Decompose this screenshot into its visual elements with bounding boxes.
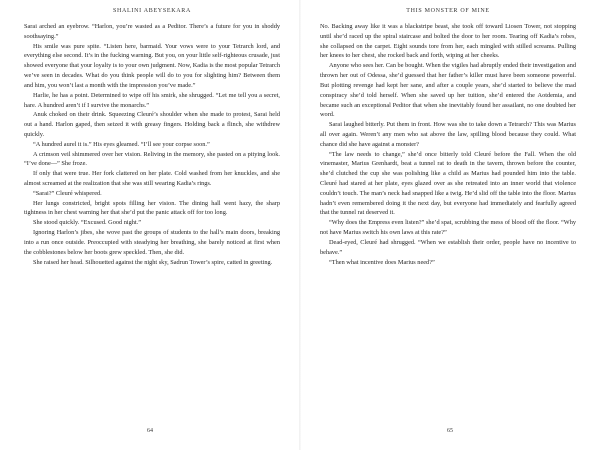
paragraph: Her lungs constricted, bright spots filling her vision. The dining hall went hazy, the sharp tightness in her chest warning her that she’d put the panic attack off for too long. [24, 199, 280, 217]
paragraph: She raised her head. Silhouetted against the night sky, Sadrun Tower’s spire, catted in greeting. [33, 258, 273, 266]
right-page-body [320, 22, 576, 267]
paragraph: Dead-eyed, Cleuré had shrugged. “When we establish their order, people have no incentive to behave.” [320, 238, 576, 256]
paragraph: No. Backing away like it was a blackstripe beast, she took off toward Liosen Tower, not stopping until she’d raced up the spiral staircase and bolted the door to her room. Tearing off Kadia’s robes, she collapsed on the carpet. Eight sounds tore from her, each mingled with stilled screams. Pulling her knees to her chest, she rocked back and forth, wiping at her cheeks. [320, 23, 576, 60]
running-head-title: THIS MONSTER OF MINE [406, 8, 490, 14]
paragraph: “A hundred aurel it is.” His eyes gleamed. “I’ll see your corpse soon.” [33, 140, 210, 148]
running-head-author: SHALINI ABEYSEKARA [112, 8, 192, 14]
paragraph: Harlie, he has a point. Determined to wipe off his smirk, she shrugged. “Let me tell you a secret, hare. A hundred aren’t if I survive the monarchs.” [24, 91, 280, 109]
page-number-left: 64 [147, 428, 153, 434]
right-page [300, 0, 600, 450]
paragraph: Ignoring Harlon’s jibes, she wove past the groups of students to the hall’s main doors, breaking into a run once outside. Preoccupied with steadying her breathing, she barely noticed at first when the cobblestones below her boots grew speckled. Then, she did. [24, 229, 280, 256]
paragraph: “The law needs to change,” she’d once bitterly told Cleuré before the Fall. When the old vinemaster, Marius Grenhardt, beat a tunnel rat to death in the tavern, thrown before the counter, she’d clutched the cup she was polishing like a child as Marius had pounded him into the table. Cleuré had stared at her plate, eyes glazed over as she retreated into an inner world that violence couldn’t touch. The man’s neck had snapped like a twig. He’d slid off the table into the floor. Marius hadn’t even remembered doing it the next day, but everyone had immediately and fearfully agreed that the tunnel rat deserved it. [320, 150, 576, 217]
paragraph: She stood quickly. “Excused. Good night.” [33, 219, 142, 227]
left-page-body [24, 22, 280, 267]
paragraph: If only that were true. Her fork clattered on her plate. Cold washed from her knuckles, and she almost screamed at the realization that she was still wearing Kadia’s rings. [24, 170, 280, 187]
paragraph: Anyone who sees her. Can be bought. When the vigiles had abruptly ended their investigation and thrown her out of Odessa, she’d guessed that her father’s killer must have been someone powerful. But plotting revenge had kept her sane, and after a couple years, she’d started to believe the mad conspiracy she’d told herself. When she saved up her tuition, she’d entered the Aotdemia, and became such an exceptional Peditor that when she inevitably found her assailant, no one doubted her word. [320, 62, 576, 119]
paragraph: “Sarai?” Cleuré whispered. [33, 189, 102, 197]
paragraph: Sarai laughed bitterly. Put them in front. How was she to take down a Tetrarch? This was Marius all over again. Weren’t any men who sat above the law, spilling blood because they could. What chance did she have against a monster? [320, 121, 576, 148]
paragraph: A crimson veil shimmered over her vision. Reliving in the memory, she pasted on a pitying look. “I’ve done—” She froze. [24, 150, 280, 168]
page-number-right: 65 [447, 428, 453, 434]
paragraph: Sarai arched an eyebrow. “Harlon, you’re wasted as a Peditor. There’s a future for you in shoddy soothsaying.” [24, 23, 280, 40]
paragraph: His smile was pure spite. “Listen here, barmaid. Your vows were to your Tetrarch lord, and everything else second. It’s in the fucking warning. But you, on your little self-righteous crusade, just showed everyone that your loyalty is to your own judgment. Now, Kadia is the most popular Tetrarch we’ve seen in decades. What do you think people will do to you for slighting him? Between them and him, you won’t last a month with the impression you’ve made.” [24, 42, 280, 89]
paragraph: “Why does the Empress even listen?” she’d spat, scrubbing the mess of blood off the floor. “Why not have Marius switch his own laws at this rate?” [320, 219, 576, 237]
paragraph: Anuk choked on their drink. Squeezing Cleuré’s shoulder when she made to protest, Sarai held out a hand. Harlon gaped, then seized it with greasy fingers. Holding back a flinch, she withdrew quickly. [24, 111, 280, 138]
paragraph: “Then what incentive does Marius need?” [329, 258, 435, 266]
